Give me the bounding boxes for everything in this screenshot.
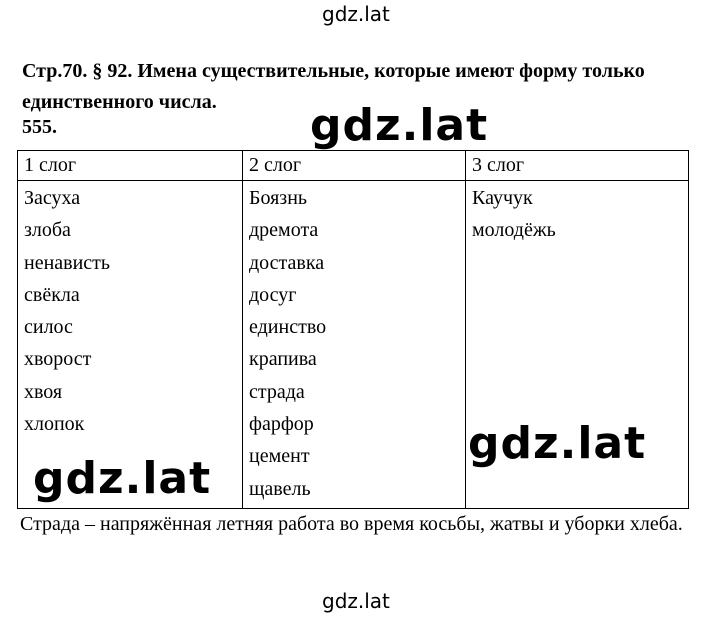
watermark-bottom: gdz.lat <box>322 589 390 613</box>
word: крапива <box>249 348 317 371</box>
word: хлопок <box>24 413 85 436</box>
column-2-words <box>243 181 466 509</box>
word: досуг <box>249 283 297 306</box>
word: Боязнь <box>249 187 308 209</box>
table-header-row <box>18 151 689 181</box>
word: фарфор <box>249 413 314 436</box>
exercise-number: 555. <box>22 116 57 138</box>
word: злоба <box>24 219 71 242</box>
watermark-big: gdz.lat <box>33 453 212 504</box>
word: хвоя <box>24 380 63 403</box>
definition-note: Страда – напряжённая летняя работа во время косьбы, жатвы и уборки хлеба. <box>20 513 683 535</box>
word: Засуха <box>24 187 81 209</box>
header-cell: 2 слог <box>243 151 466 181</box>
word: дремота <box>249 219 319 242</box>
word: страда <box>249 380 305 403</box>
word: единство <box>249 316 327 339</box>
word: Каучук <box>472 187 533 209</box>
watermark-top: gdz.lat <box>322 2 390 26</box>
header-cell: 1 слог <box>18 151 243 181</box>
word: ненависть <box>24 251 111 274</box>
word: цемент <box>249 445 310 468</box>
word: хворост <box>24 348 92 371</box>
word: доставка <box>249 251 325 274</box>
word: щавель <box>249 477 311 500</box>
watermark-big: gdz.lat <box>310 100 489 151</box>
watermark-big: gdz.lat <box>468 418 647 469</box>
page-heading: Стр.70. § 92. Имена существительные, которые имеют форму только единственного числа. <box>22 60 645 113</box>
word: силос <box>24 316 73 339</box>
word: молодёжь <box>472 219 556 242</box>
word: свёкла <box>24 283 80 306</box>
header-cell: 3 слог <box>466 151 689 181</box>
